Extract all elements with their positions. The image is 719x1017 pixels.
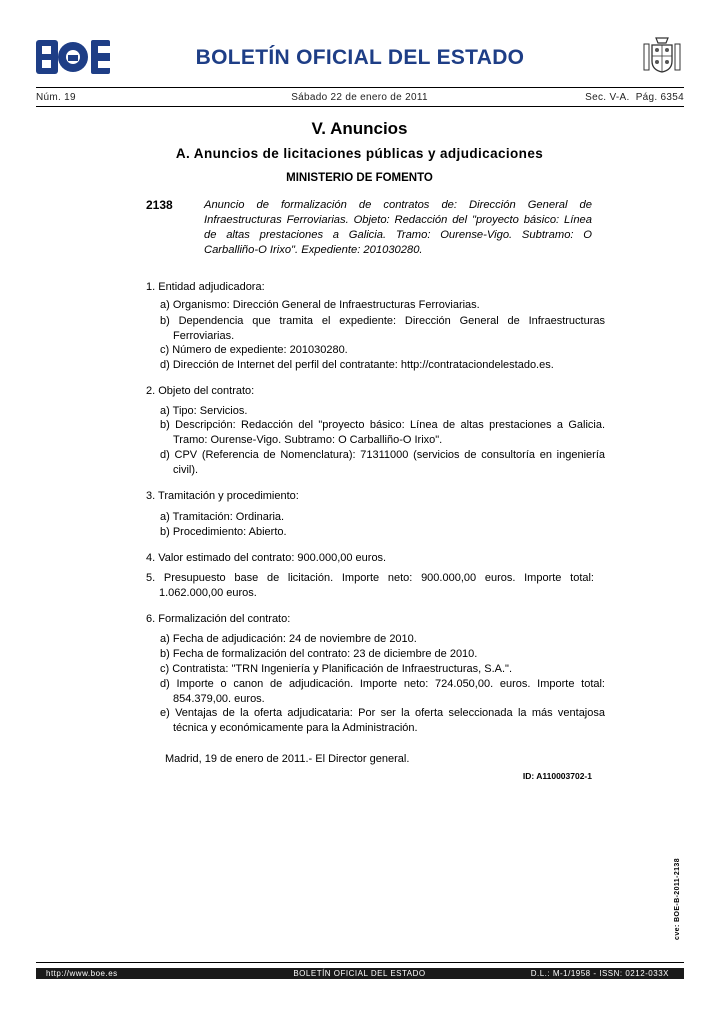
item-5: 5. Presupuesto base de licitación. Importe neto: 900.000,00 euros. Importe total: 1.062.000,00 euros. — [146, 572, 594, 599]
signature: Madrid, 19 de enero de 2011.- El Director general. — [165, 753, 410, 765]
footer-rule — [36, 962, 684, 963]
issue-date: Sábado 22 de enero de 2011 — [291, 92, 428, 103]
item-2b: b) Descripción: Redacción del "proyecto básico: Línea de altas prestaciones a Galicia. Tramo: Ourense-Vigo. Subtramo: O Carballiño-O Irixo". — [160, 419, 605, 446]
item-3-heading: 3. Tramitación y procedimiento: — [146, 490, 299, 502]
item-2a: a) Tipo: Servicios. — [160, 405, 248, 417]
journal-title: BOLETÍN OFICIAL DEL ESTADO — [195, 46, 525, 69]
item-1b: b) Dependencia que tramita el expediente: Dirección General de Infraestructuras Ferroviarias. — [160, 315, 605, 342]
announcement-summary: Anuncio de formalización de contratos de: Dirección General de Infraestructuras Ferroviarias. Objeto: Redacción del "proyecto básico: Línea de altas prestaciones a Galicia. Tramo: Ourense-Vigo. Subtramo: O Carballiño-O Irixo". Expediente: 201030280. — [204, 199, 592, 256]
document-id: ID: A110003702-1 — [522, 771, 592, 781]
item-1a: a) Organismo: Dirección General de Infraestructuras Ferroviarias. — [160, 299, 480, 311]
item-6c: c) Contratista: "TRN Ingeniería y Planificación de Infraestructuras, S.A.". — [160, 663, 513, 675]
item-1c: c) Número de expediente: 201030280. — [160, 344, 348, 356]
item-6e: e) Ventajas de la oferta adjudicataria: Por ser la oferta seleccionada la más ventajosa técnica y económicamente para la Administración. — [160, 707, 605, 734]
item-6a: a) Fecha de adjudicación: 24 de noviembre de 2010. — [160, 633, 417, 645]
ministry-name: MINISTERIO DE FOMENTO — [286, 172, 433, 184]
footer-title: BOLETÍN OFICIAL DEL ESTADO — [293, 969, 426, 978]
item-2-heading: 2. Objeto del contrato: — [146, 385, 255, 397]
footer-url-link[interactable]: http://www.boe.es — [46, 969, 118, 978]
cve-code: cve: BOE-B-2011-2138 — [674, 858, 681, 940]
header-rule — [36, 87, 684, 88]
item-3b: b) Procedimiento: Abierto. — [160, 526, 287, 538]
item-4: 4. Valor estimado del contrato: 900.000,00 euros. — [146, 552, 387, 564]
item-1-heading: 1. Entidad adjudicadora: — [146, 281, 265, 293]
item-1d: d) Dirección de Internet del perfil del contratante: http://contrataciondelestado.es. — [160, 359, 554, 371]
boe-logo — [36, 40, 110, 74]
item-6b: b) Fecha de formalización del contrato: 23 de diciembre de 2010. — [160, 648, 478, 660]
section-subtitle: A. Anuncios de licitaciones públicas y adjudicaciones — [175, 146, 544, 161]
footer-legal: D.L.: M-1/1958 - ISSN: 0212-033X — [530, 969, 669, 978]
announcement-number: 2138 — [146, 198, 173, 212]
item-3a: a) Tramitación: Ordinaria. — [160, 511, 285, 523]
item-2d: d) CPV (Referencia de Nomenclatura): 71311000 (servicios de consultoría en ingeniería civil). — [160, 449, 605, 476]
item-6d: d) Importe o canon de adjudicación. Importe neto: 724.050,00. euros. Importe total: 854.379,00. euros. — [160, 678, 605, 705]
header-rule-bottom — [36, 106, 684, 107]
item-6-heading: 6. Formalización del contrato: — [146, 613, 291, 625]
section-title: V. Anuncios — [311, 119, 408, 138]
coat-of-arms-icon — [640, 34, 684, 78]
section-page: Sec. V-A. Pág. 6354 — [585, 92, 684, 103]
issue-number: Núm. 19 — [36, 92, 76, 103]
